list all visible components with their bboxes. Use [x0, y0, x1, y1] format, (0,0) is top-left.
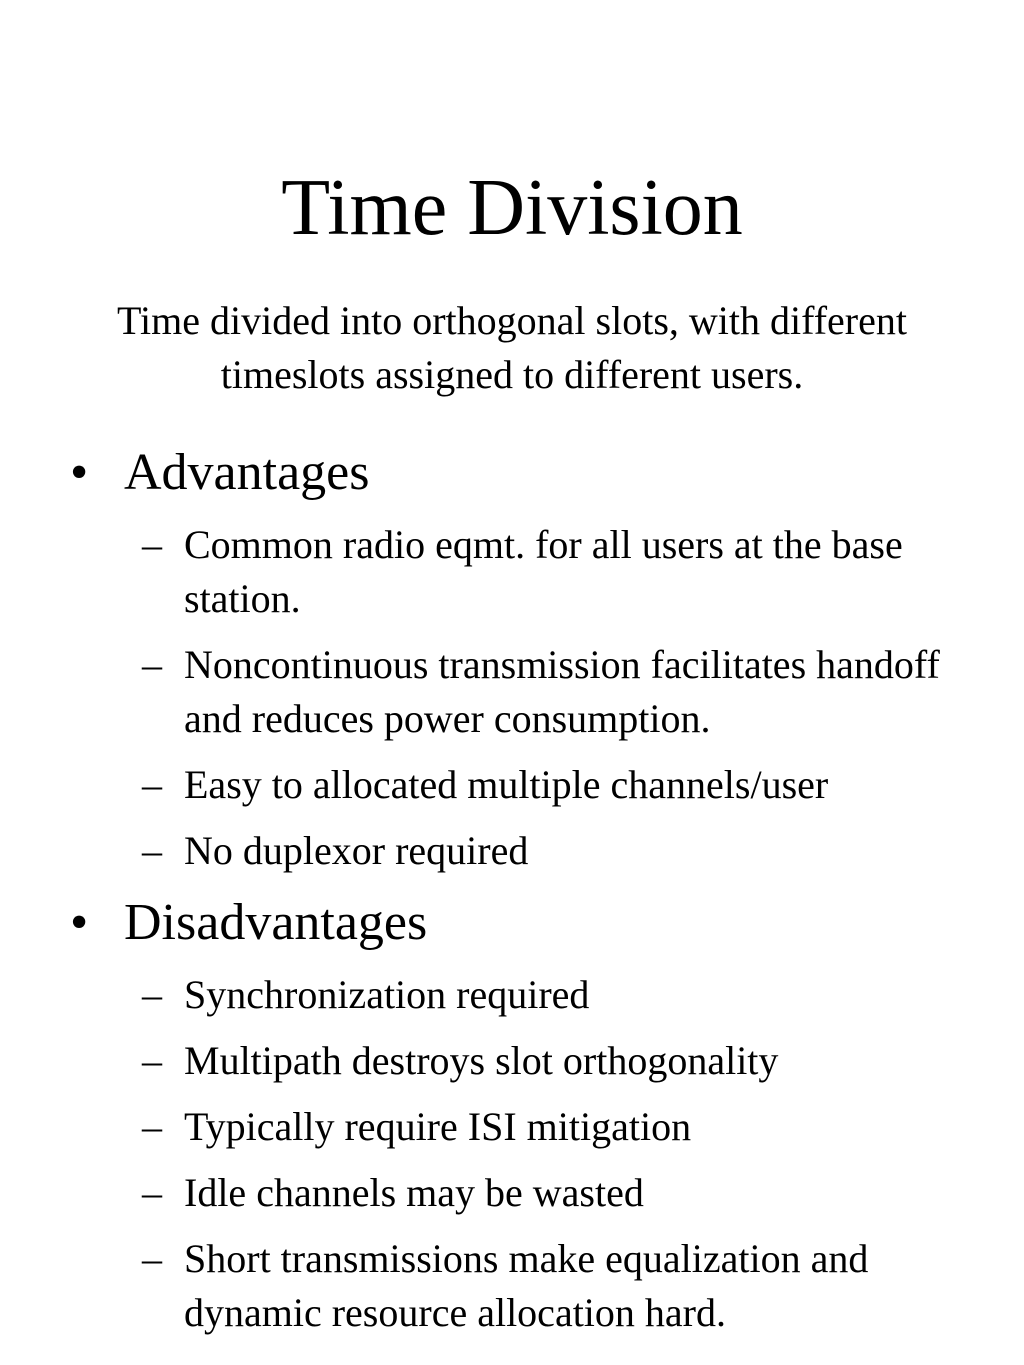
sub-item — [0, 1232, 1024, 1352]
dash-marker: – — [142, 972, 162, 1017]
dash-marker: – — [142, 828, 162, 873]
sub-item — [0, 968, 1024, 1034]
dash-marker: – — [142, 522, 162, 567]
sub-item — [0, 758, 1024, 824]
sub-item — [0, 1166, 1024, 1232]
dash-marker: – — [142, 1038, 162, 1083]
sub-item-text: Typically require ISI mitigation — [184, 1104, 692, 1149]
sub-item-text: Common radio eqmt. for all users at the base station. — [184, 522, 903, 621]
sub-item-text: Synchronization required — [184, 972, 590, 1017]
sub-item-text: Idle channels may be wasted — [184, 1170, 644, 1215]
spacer — [0, 506, 1024, 518]
bullet-row — [0, 890, 1024, 956]
sub-item-text: No duplexor required — [184, 828, 529, 873]
dash-marker: – — [142, 642, 162, 687]
sub-item — [0, 1034, 1024, 1100]
dash-marker: – — [142, 762, 162, 807]
bullet-advantages — [0, 440, 1024, 890]
bullet-marker: • — [70, 444, 89, 501]
sub-item-text: Easy to allocated multiple channels/user — [184, 762, 829, 807]
bullet-disadvantages — [0, 890, 1024, 1352]
dash-marker: – — [142, 1236, 162, 1281]
sub-item-text: Multipath destroys slot orthogonality — [184, 1038, 779, 1083]
sub-item-text: Short transmissions make equalization and dynamic resource allocation hard. — [184, 1236, 869, 1335]
bullet-list — [0, 440, 1024, 1352]
slide-subtitle: Time divided into orthogonal slots, with different timeslots assigned to different users. — [117, 298, 907, 397]
bullet-label-advantages: Advantages — [124, 444, 370, 501]
sub-item-text: Noncontinuous transmission facilitates handoff and reduces power consumption. — [184, 642, 940, 741]
spacer — [0, 956, 1024, 968]
slide-title: Time Division — [281, 164, 743, 252]
dash-marker: – — [142, 1104, 162, 1149]
sub-list-advantages — [0, 518, 1024, 890]
bullet-row — [0, 440, 1024, 506]
sub-item — [0, 638, 1024, 758]
sub-list-disadvantages — [0, 968, 1024, 1352]
bullet-marker: • — [70, 894, 89, 951]
sub-item — [0, 824, 1024, 890]
sub-item — [0, 518, 1024, 638]
bullet-label-disadvantages: Disadvantages — [124, 894, 428, 951]
dash-marker: – — [142, 1170, 162, 1215]
sub-item — [0, 1100, 1024, 1166]
